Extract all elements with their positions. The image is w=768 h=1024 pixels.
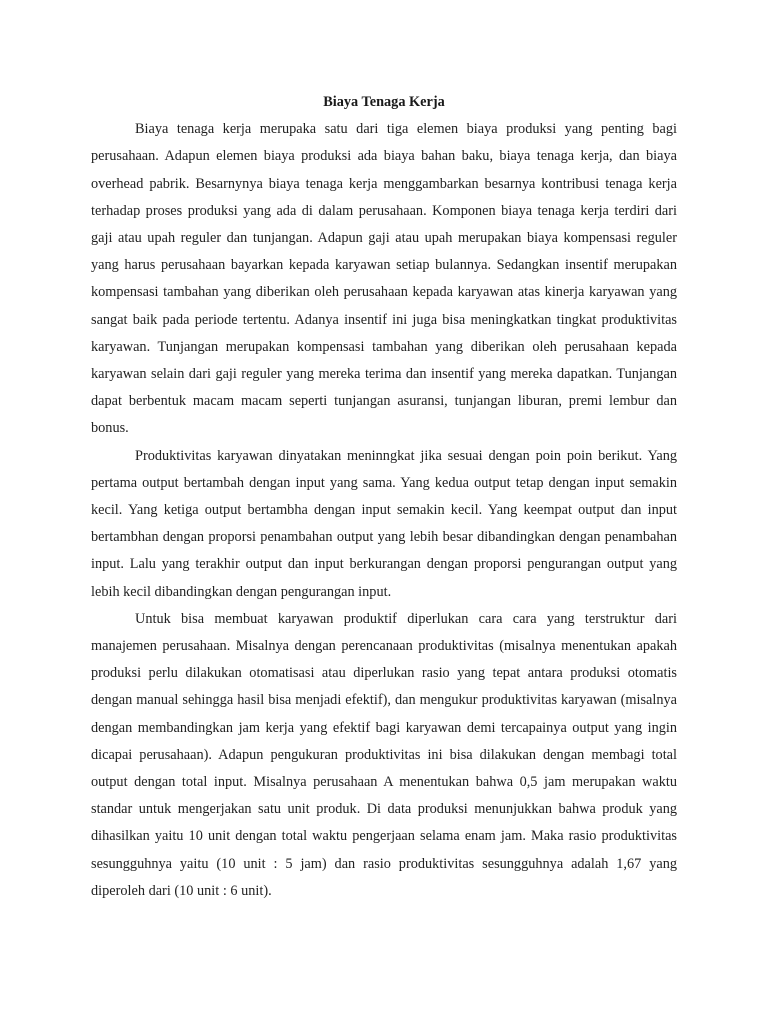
paragraph-labor-cost: Biaya tenaga kerja merupaka satu dari tiga elemen biaya produksi yang penting bagi perusahaan. Adapun elemen biaya produksi ada biaya bahan baku, biaya tenaga kerja, dan biaya overhead pabrik. Besarnynya biaya tenaga kerja menggambarkan besarnya kontribusi tenaga kerja terhadap proses produksi yang ada di dalam perusahaan. Komponen biaya tenaga kerja terdiri dari gaji atau upah reguler dan tunjangan. Adapun gaji atau upah merupakan biaya kompensasi reguler yang harus perusahaan bayarkan kepada karyawan setiap bulannya. Sedangkan insentif merupakan kompensasi tambahan yang diberikan oleh perusahaan kepada karyawan atas kinerja karyawan yang sangat baik pada periode tertentu. Adanya insentif ini juga bisa meningkatkan tingkat produktivitas karyawan. Tunjangan merupakan kompensasi tambahan yang diberikan oleh perusahaan kepada karyawan selain dari gaji reguler yang mereka terima dan insentif yang mereka dapatkan. Tunjangan dapat berbentuk macam macam seperti tunjangan asuransi, tunjangan liburan, premi lembur dan bonus. [91, 121, 677, 437]
document-body [91, 89, 677, 905]
paragraph-productivity-measurement: Untuk bisa membuat karyawan produktif diperlukan cara cara yang terstruktur dari manajemen perusahaan. Misalnya dengan perencanaan produktivitas (misalnya menentukan apakah produksi perlu dilakukan otomatisasi atau diperlukan rasio yang tepat antara produksi otomatis dengan manual sehingga hasil bisa menjadi efektif), dan mengukur produktivitas karyawan (misalnya dengan membandingkan jam kerja yang efektif bagi karyawan demi tercapainya output yang ingin dicapai perusahaan). Adapun pengukuran produktivitas ini bisa dilakukan dengan membagi total output dengan total input. Misalnya perusahaan A menentukan bahwa 0,5 jam merupakan waktu standar untuk mengerjakan satu unit produk. Di data produksi menunjukkan bahwa produk yang dihasilkan yaitu 10 unit dengan total waktu pengerjaan selama enam jam. Maka rasio produktivitas sesungguhnya yaitu (10 unit : 5 jam) dan rasio produktivitas sesungguhnya adalah 1,67 yang diperoleh dari (10 unit : 6 unit). [91, 610, 677, 899]
paragraph-productivity-criteria: Produktivitas karyawan dinyatakan meninngkat jika sesuai dengan poin poin berikut. Yang pertama output bertambah dengan input yang sama. Yang kedua output tetap dengan input semakin kecil. Yang ketiga output bertambha dengan input semakin kecil. Yang keempat output dan input bertambhan dengan proporsi penambahan output yang lebih besar dibandingkan dengan penambahan input. Lalu yang terakhir output dan input berkurangan dengan proporsi pengurangan output yang lebih kecil dibandingkan dengan pengurangan input. [91, 447, 677, 600]
document-title: Biaya Tenaga Kerja [323, 94, 445, 110]
